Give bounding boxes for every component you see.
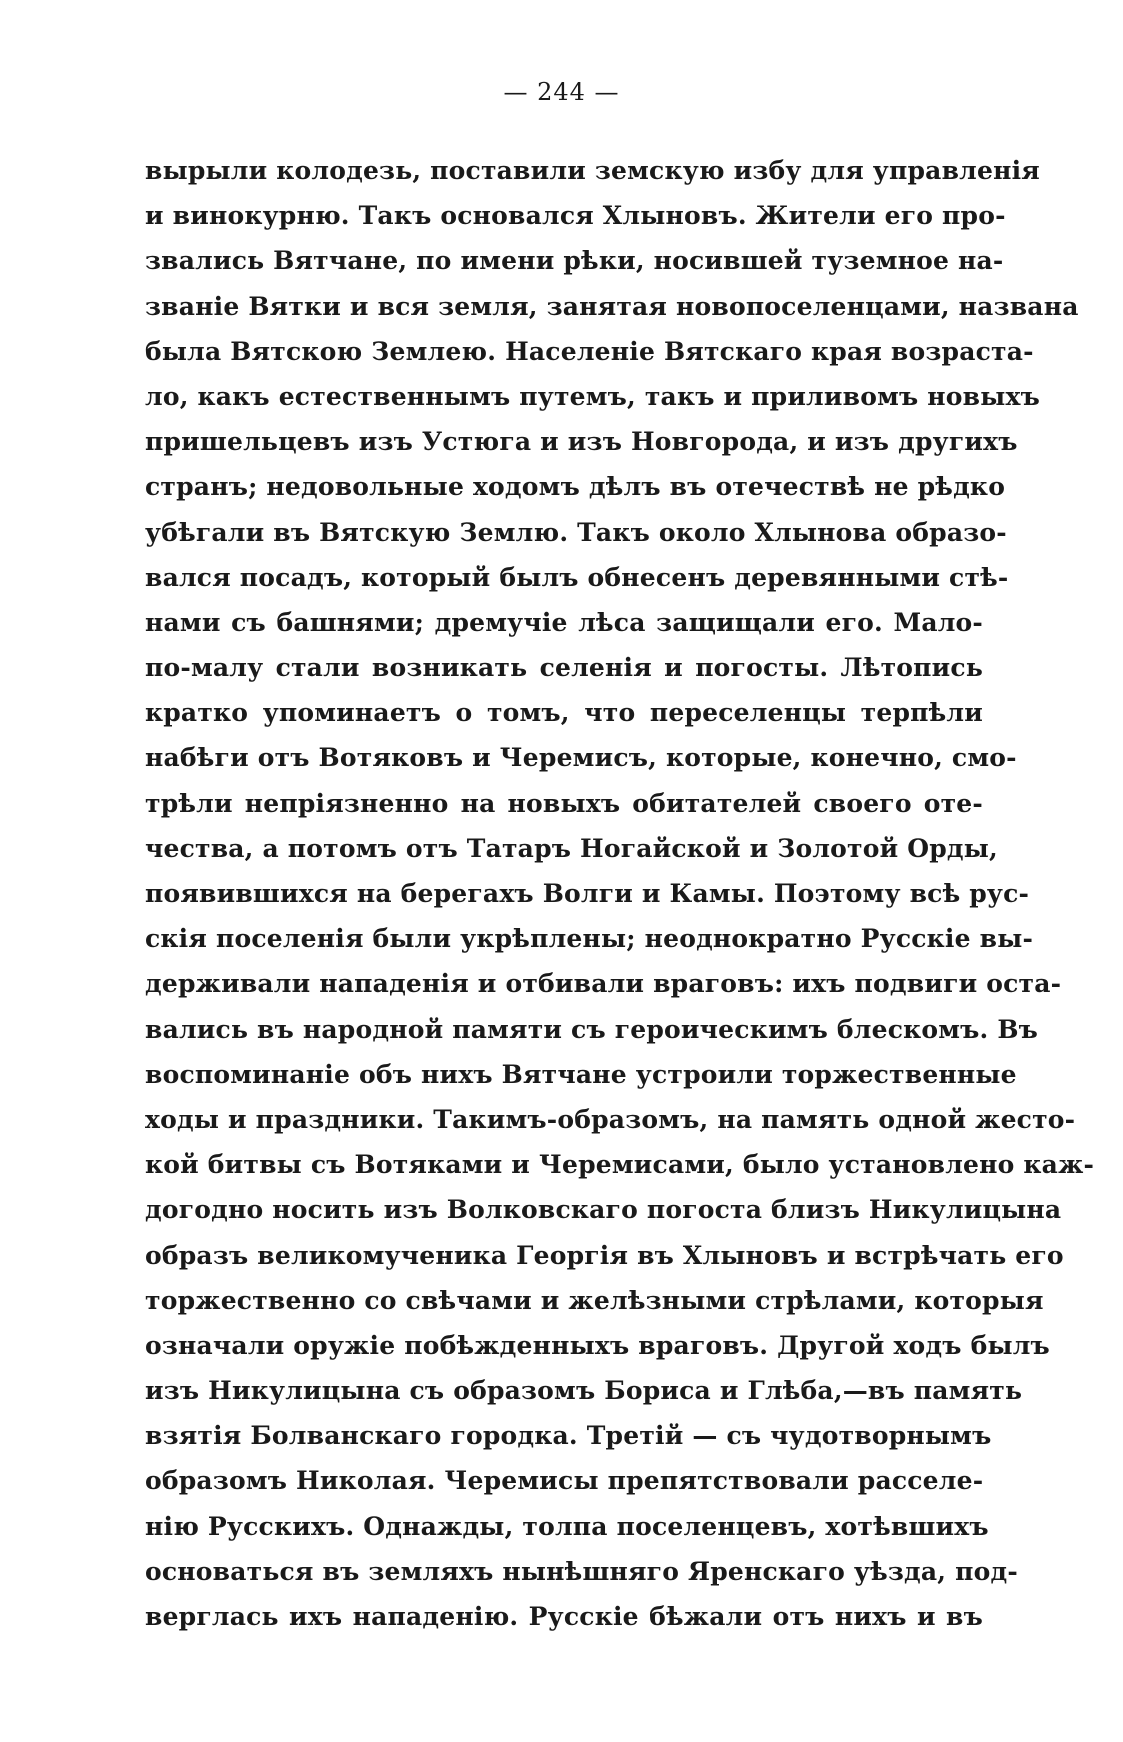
text-line: образомъ Николая. Черемисы препятствовали расселе- — [145, 1466, 984, 1496]
text-line: звались Вятчане, по имени рѣки, носившей туземное на- — [145, 246, 1004, 276]
text-line: вался посадъ, который былъ обнесенъ деревянными стѣ- — [145, 562, 1009, 592]
text-line: нію Русскихъ. Однажды, толпа поселенцевъ, хотѣвшихъ — [145, 1511, 989, 1541]
text-line: держивали нападенія и отбивали враговъ: ихъ подвиги оста- — [145, 969, 1062, 999]
text-line: странъ; недовольные ходомъ дѣлъ въ отечествѣ не рѣдко — [145, 472, 1006, 502]
text-line: нами съ башнями; дремучіе лѣса защищали его. Мало- — [145, 607, 983, 637]
text-line: убѣгали въ Вятскую Землю. Такъ около Хлынова образо- — [145, 517, 1007, 547]
text-line: взятія Болванскаго городка. Третій — съ чудотворнымъ — [145, 1421, 992, 1451]
text-line: была Вятскою Землею. Населеніе Вятскаго края возраста- — [145, 336, 1034, 366]
text-line: трѣли непріязненно на новыхъ обитателей своего оте- — [145, 788, 983, 818]
text-line: торжественно со свѣчами и желѣзными стрѣлами, которыя — [145, 1285, 1044, 1315]
text-line: воспоминаніе объ нихъ Вятчане устроили торжественные — [145, 1059, 1017, 1089]
text-line: по-малу стали возникать селенія и погосты. Лѣтопись — [145, 653, 983, 683]
body-text — [145, 148, 1095, 1639]
text-line: верглась ихъ нападенію. Русскіе бѣжали отъ нихъ и въ — [145, 1602, 983, 1631]
text-line: появившихся на берегахъ Волги и Камы. Поэтому всѣ рус- — [145, 879, 1030, 908]
page-number: — 244 — — [503, 78, 620, 106]
text-line: званіе Вятки и вся земля, занятая новопоселенцами, названа — [145, 291, 1079, 321]
text-line: кой битвы съ Вотяками и Черемисами, было установлено каж- — [145, 1150, 1095, 1180]
text-line: вырыли колодезь, поставили земскую избу для управленія — [145, 156, 1040, 185]
text-line: вались въ народной памяти съ героическимъ блескомъ. Въ — [145, 1014, 1039, 1044]
text-line: образъ великомученика Георгія въ Хлыновъ и встрѣчать его — [145, 1240, 1064, 1270]
text-line: ходы и праздники. Такимъ-образомъ, на память одной жесто- — [145, 1104, 1076, 1134]
text-line: чества, а потомъ отъ Татаръ Ногайской и Золотой Орды, — [145, 833, 998, 863]
text-line: скія поселенія были укрѣплены; неоднократно Русскіе вы- — [145, 924, 1034, 954]
text-line: пришельцевъ изъ Устюга и изъ Новгорода, и изъ другихъ — [145, 427, 1018, 457]
text-line: означали оружіе побѣжденныхъ враговъ. Другой ходъ былъ — [145, 1330, 1050, 1360]
text-line: основаться въ земляхъ нынѣшняго Яренскаго уѣзда, под- — [145, 1556, 1018, 1586]
text-line: и винокурню. Такъ основался Хлыновъ. Жители его про- — [145, 201, 1006, 231]
text-line: ло, какъ естественнымъ путемъ, такъ и приливомъ новыхъ — [145, 381, 1040, 411]
text-line: кратко упоминаетъ о томъ, что переселенцы терпѣли — [145, 698, 983, 728]
text-line: набѣги отъ Вотяковъ и Черемисъ, которые, конечно, смо- — [145, 743, 1017, 773]
text-line: догодно носить изъ Волковскаго погоста близъ Никулицына — [145, 1195, 1062, 1225]
text-line: изъ Никулицына съ образомъ Бориса и Глѣба,—въ память — [145, 1376, 1023, 1406]
